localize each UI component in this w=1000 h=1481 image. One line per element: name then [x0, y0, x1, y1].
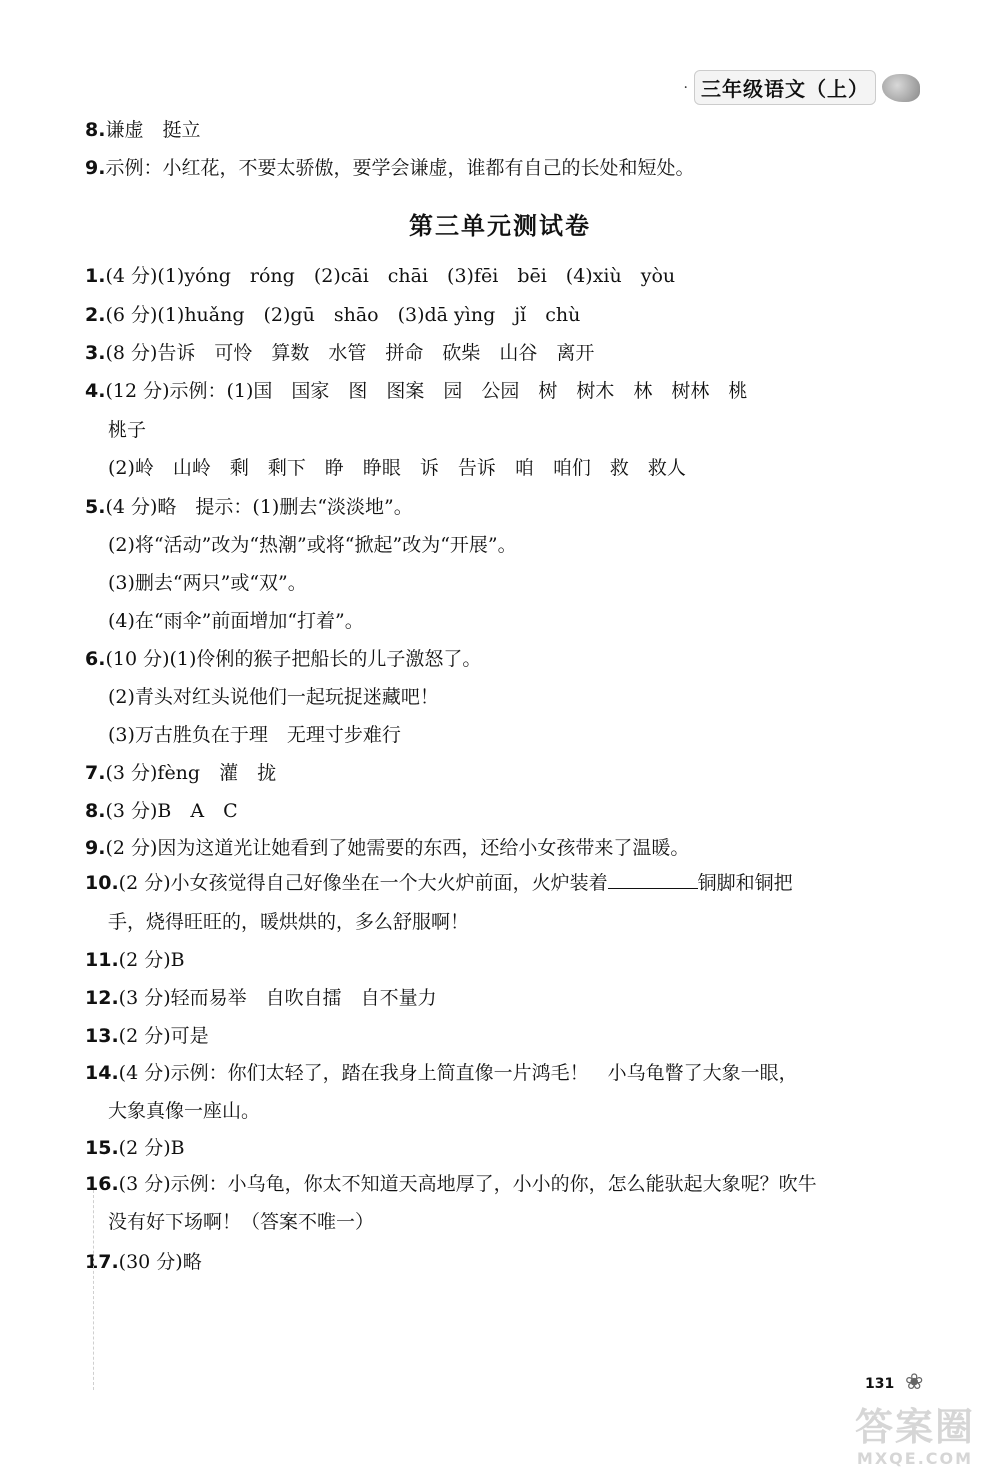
margin-divider	[93, 1190, 95, 1390]
answer-line: 13.(2 分)可是	[85, 1025, 209, 1047]
answer-line: 9.示例：小红花，不要太骄傲，要学会谦虚，谁都有自己的长处和短处。	[85, 157, 695, 179]
watermark-url: MXQE.COM	[856, 1449, 974, 1468]
fill-in-blank	[608, 870, 698, 889]
answer-line: 3.(8 分)告诉 可怜 算数 水管 拼命 砍柴 山谷 离开	[85, 342, 595, 364]
header-dot: ·	[683, 79, 688, 96]
paw-print-icon: ❀	[905, 1370, 924, 1395]
answer-continuation: (3)万古胜负在于理 无理寸步难行	[108, 724, 401, 746]
answer-line: 5.(4 分)略 提示：(1)删去“淡淡地”。	[85, 496, 413, 518]
answer-line: 4.(12 分)示例：(1)国 国家 图 图案 园 公园 树 树木 林 树林 桃	[85, 380, 748, 402]
answer-line: 7.(3 分)fèng 灌 拢	[85, 762, 277, 784]
answer-line: 6.(10 分)(1)伶俐的猴子把船长的儿子激怒了。	[85, 648, 482, 670]
answer-line: 16.(3 分)示例：小乌龟，你太不知道天高地厚了，小小的你，怎么能驮起大象呢？吹牛	[85, 1173, 817, 1195]
answer-line: 17.(30 分)略	[85, 1251, 202, 1273]
answer-continuation: 大象真像一座山。	[108, 1100, 261, 1122]
answer-continuation: (2)青头对红头说他们一起玩捉迷藏吧！	[108, 686, 439, 708]
answer-line: 12.(3 分)轻而易举 自吹自擂 自不量力	[85, 987, 437, 1009]
answer-line: 2.(6 分)(1)huǎng (2)gū shāo (3)dā yìng jǐ chù	[85, 304, 581, 326]
answer-continuation: (2)将“活动”改为“热潮”或将“掀起”改为“开展”。	[108, 534, 517, 556]
answer-continuation: (2)岭 山岭 剩 剩下 睁 睁眼 诉 告诉 咱 咱们 救 救人	[108, 457, 686, 479]
section-title: 第三单元测试卷	[409, 212, 591, 240]
answer-line: 14.(4 分)示例：你们太轻了，踏在我身上简直像一片鸿毛！ 小乌龟瞥了大象一眼，	[85, 1062, 798, 1084]
answer-line: 15.(2 分)B	[85, 1137, 185, 1159]
answer-line: 9.(2 分)因为这道光让她看到了她需要的东西，还给小女孩带来了温暖。	[85, 837, 690, 859]
page-header	[684, 70, 920, 105]
answer-continuation: 没有好下场啊！（答案不唯一）	[108, 1211, 375, 1233]
answer-line: 11.(2 分)B	[85, 949, 185, 971]
page-number: 131	[865, 1376, 895, 1392]
answer-line: 8.(3 分)B A C	[85, 800, 238, 822]
decorative-cloud-icon	[882, 74, 920, 102]
answer-line: 8.谦虚 挺立	[85, 119, 201, 141]
answer-line: 10.(2 分)小女孩觉得自己好像坐在一个大火炉前面，火炉装着 铜脚和铜把	[85, 872, 793, 894]
answer-continuation: 桃子	[108, 419, 147, 441]
grade-subject-badge: 三年级语文（上）	[694, 70, 876, 105]
answer-continuation: (4)在“雨伞”前面增加“打着”。	[108, 610, 364, 632]
watermark-logo-text: 答案圈	[854, 1405, 975, 1449]
answer-continuation: 手，烧得旺旺的，暖烘烘的，多么舒服啊！	[108, 911, 470, 933]
watermark	[835, 1405, 995, 1475]
answer-continuation: (3)删去“两只”或“双”。	[108, 572, 307, 594]
answer-line: 1.(4 分)(1)yóng róng (2)cāi chāi (3)fēi bēi (4)xiù yòu	[85, 265, 676, 287]
